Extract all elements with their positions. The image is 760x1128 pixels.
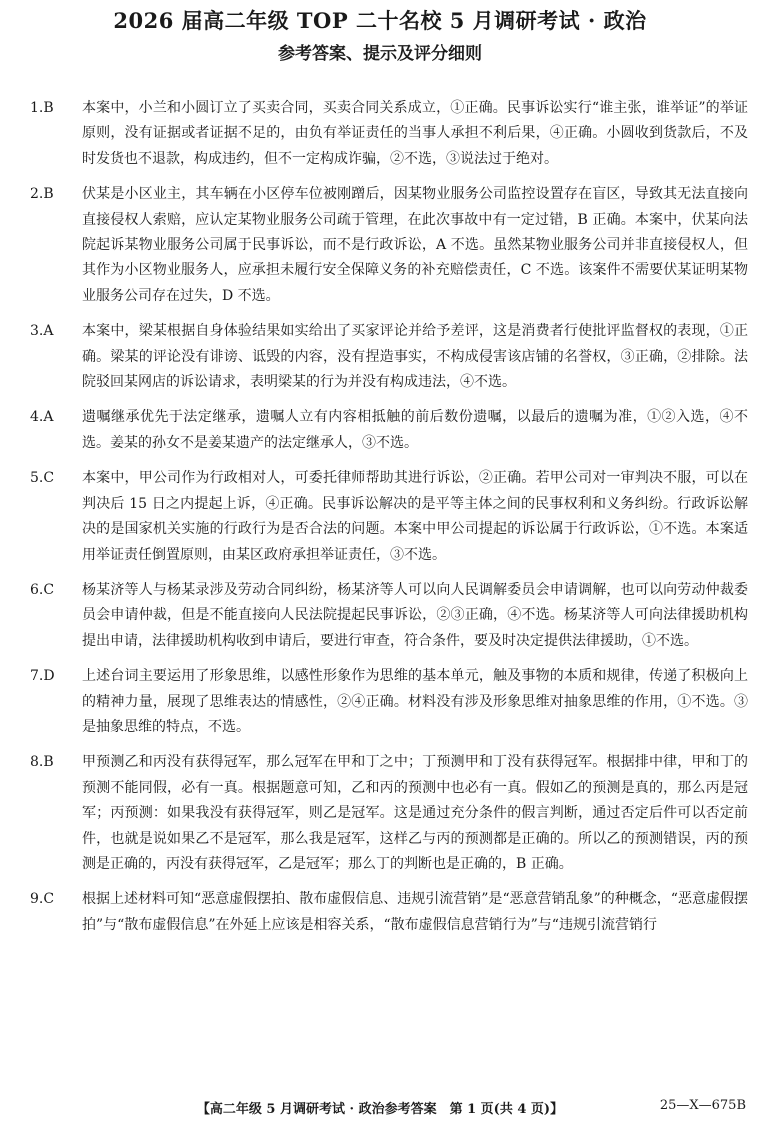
answer-explanation: 本案中，梁某根据自身体验结果如实给出了买家评论并给予差评，这是消费者行使批评监督权的表现，①正确。梁某的评论没有诽谤、诋毁的内容，没有捏造事实，不构成侵害该店铺的名誉权，③正确，②排除。法院驳回某网店的诉讼请求，表明梁某的行为并没有构成违法，④不选。 xyxy=(82,323,748,391)
answer-item-3 xyxy=(30,319,748,395)
answer-number: 1.B xyxy=(30,100,54,116)
answer-explanation: 遗嘱继承优先于法定继承，遗嘱人立有内容相抵触的前后数份遗嘱，以最后的遗嘱为准，①②入选，④不选。姜某的孙女不是姜某遗产的法定继承人，③不选。 xyxy=(82,409,748,451)
answer-explanation: 甲预测乙和丙没有获得冠军，那么冠军在甲和丁之中；丁预测甲和丁没有获得冠军。根据排中律，甲和丁的预测不能同假，必有一真。根据题意可知，乙和丙的预测中也必有一真。假如乙的预测是真的，那么丙是冠军；丙预测：如果我没有获得冠军，则乙是冠军。这是通过充分条件的假言判断，通过否定后件可以否定前件，也就是说如果乙不是冠军，那么我是冠军，这样乙与丙的预测都是正确的。所以乙的预测错误，丙的预测是正确的，丙没有获得冠军，乙是冠军；那么丁的判断也是正确的，B 正确。 xyxy=(82,754,748,872)
footer-page-info: 【高二年级 5 月调研考试 · 政治参考答案 第 1 页(共 4 页)】 xyxy=(196,1102,564,1117)
answer-number: 3.A xyxy=(30,323,54,340)
answer-number: 2.B xyxy=(30,186,54,203)
answer-number: 5.C xyxy=(30,470,55,487)
answer-item-2 xyxy=(30,182,748,309)
answer-list xyxy=(30,96,748,948)
answer-item-5 xyxy=(30,466,748,568)
answer-key-subtitle: 参考答案、提示及评分细则 xyxy=(278,44,482,64)
answer-number: 7.D xyxy=(30,668,55,685)
answer-item-9 xyxy=(30,887,748,938)
answer-item-4 xyxy=(30,405,748,456)
answer-explanation: 本案中，甲公司作为行政相对人，可委托律师帮助其进行诉讼，②正确。若甲公司对一审判决不服，可以在判决后 15 日之内提起上诉，④正确。民事诉讼解决的是平等主体之间的民事权利和义务纠纷。行政诉讼解决的是国家机关实施的行政行为是否合法的问题。本案中甲公司提起的诉讼属于行政诉讼，①不选。本案适用举证责任倒置原则，由某区政府承担举证责任，③不选。 xyxy=(82,470,748,563)
answer-item-6 xyxy=(30,578,748,654)
page-footer xyxy=(0,1098,760,1122)
answer-explanation: 上述台词主要运用了形象思维，以感性形象作为思维的基本单元，触及事物的本质和规律，传递了积极向上的精神力量，展现了思维表达的情感性，②④正确。材料没有涉及形象思维对抽象思维的作用，①不选。③是抽象思维的特点，不选。 xyxy=(82,668,748,735)
answer-item-7 xyxy=(30,664,748,740)
answer-number: 6.C xyxy=(30,581,55,598)
answer-explanation: 根据上述材料可知“恶意虚假摆拍、散布虚假信息、违规引流营销”是“恶意营销乱象”的种概念，“恶意虚假摆拍”与“散布虚假信息”在外延上应该是相容关系，“散布虚假信息营销行为”与“违规引流营销行 xyxy=(82,891,748,933)
answer-explanation: 本案中，小兰和小圆订立了买卖合同，买卖合同关系成立，①正确。民事诉讼实行“谁主张，谁举证”的举证原则，没有证据或者证据不足的，由负有举证责任的当事人承担不利后果，④正确。小圆收到货款后，不及时发货也不退款，构成违约，但不一定构成诈骗，②不选，③说法过于绝对。 xyxy=(82,100,748,167)
answer-explanation: 杨某济等人与杨某录涉及劳动合同纠纷，杨某济等人可以向人民调解委员会申请调解，也可以向劳动仲裁委员会申请仲裁，但是不能直接向人民法院提起民事诉讼，②③正确，④不选。杨某济等人可向法律援助机构提出申请，法律援助机构收到申请后，要进行审查，符合条件，要及时决定提供法律援助，①不选。 xyxy=(82,581,748,649)
exam-title: 2026 届高二年级 TOP 二十名校 5 月调研考试 · 政治 xyxy=(113,8,647,33)
answer-number: 4.A xyxy=(30,409,54,426)
answer-number: 9.C xyxy=(30,891,55,908)
answer-explanation: 伏某是小区业主，其车辆在小区停车位被刚蹭后，因某物业服务公司监控设置存在盲区，导致其无法直接向直接侵权人索赔，应认定某物业服务公司疏于管理，在此次事故中有一定过错，B 正确。本案中，伏某向法院起诉某物业服务公司属于民事诉讼，而不是行政诉讼，A 不选。虽然某物业服务公司并非直接侵权人，但其作为小区物业服务人，应承担未履行安全保障义务的补充赔偿责任，C 不选。该案件不需要伏某证明某物业服务公司存在过失，D 不选。 xyxy=(82,186,748,304)
answer-number: 8.B xyxy=(30,754,54,771)
answer-item-1 xyxy=(30,96,748,172)
footer-doc-code: 25—X—675B xyxy=(659,1098,746,1113)
answer-item-8 xyxy=(30,750,748,877)
